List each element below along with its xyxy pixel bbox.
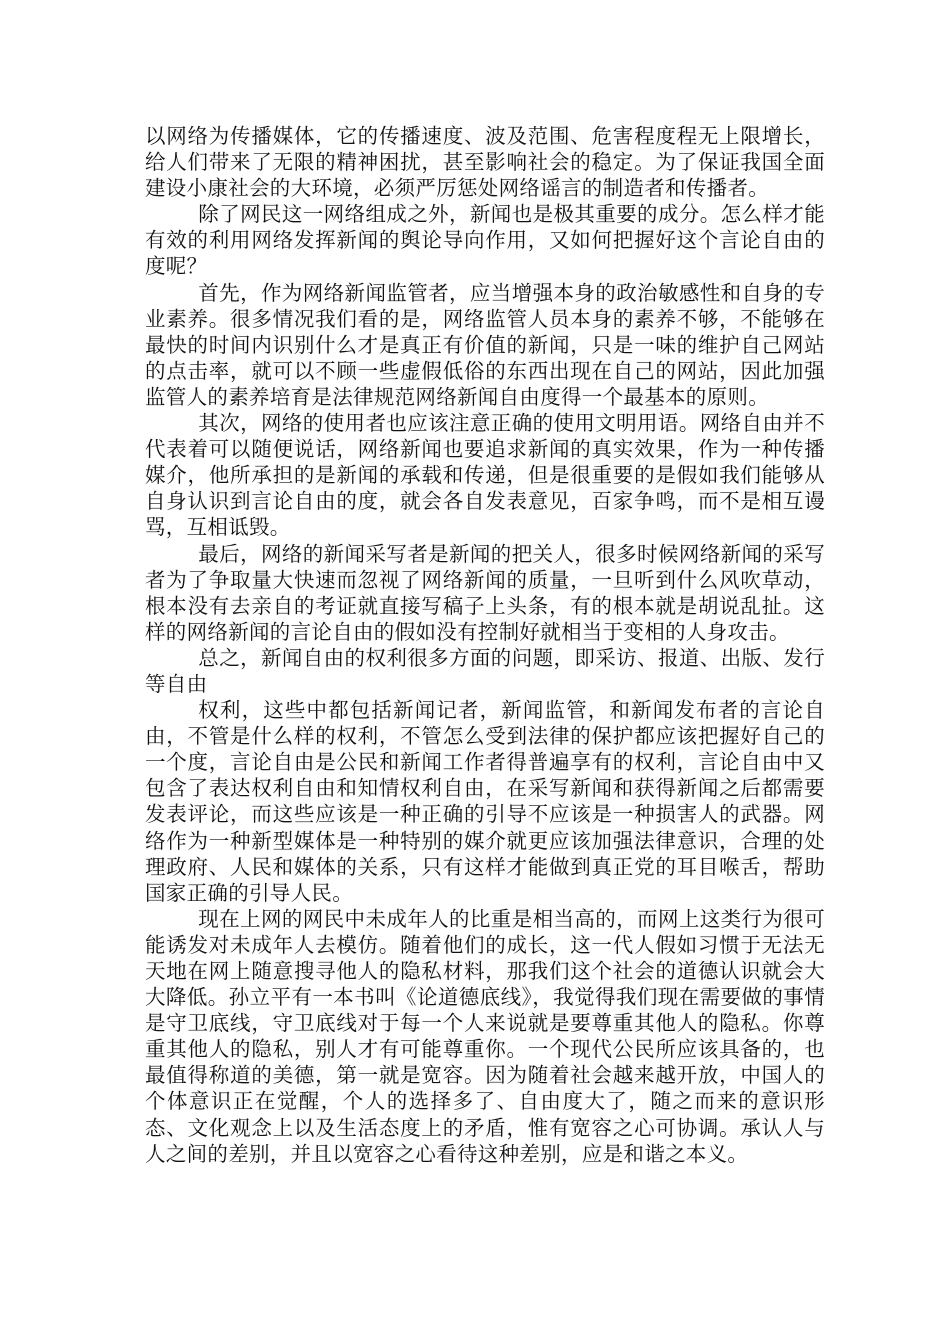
paragraph-6: 总之，新闻自由的权利很多方面的问题，即采访、报道、出版、发行等自由 (145, 645, 825, 696)
paragraph-5: 最后，网络的新闻采写者是新闻的把关人，很多时候网络新闻的采写者为了争取量大快速而忽视了网络新闻的质量，一旦听到什么风吹草动，根本没有去亲自的考证就直接写稿子上头条，有的根本就是胡说乱扯。这样的网络新闻的言论自由的假如没有控制好就相当于变相的人身攻击。 (145, 541, 825, 644)
paragraph-2: 除了网民这一网络组成之外，新闻也是极其重要的成分。怎么样才能有效的利用网络发挥新闻的舆论导向作用，又如何把握好这个言论自由的度呢？ (145, 202, 825, 279)
paragraph-3: 首先，作为网络新闻监管者，应当增强本身的政治敏感性和自身的专业素养。很多情况我们看的是，网络监管人员本身的素养不够，不能够在最快的时间内识别什么才是真正有价值的新闻，只是一味的维护自己网站的点击率，就可以不顾一些虚假低俗的东西出现在自己的网站，因此加强监管人的素养培育是法律规范网络新闻自由度得一个最基本的原则。 (145, 280, 825, 409)
paragraph-8: 现在上网的网民中未成年人的比重是相当高的，而网上这类行为很可能诱发对未成年人去模仿。随着他们的成长，这一代人假如习惯于无法无天地在网上随意搜寻他人的隐私材料，那我们这个社会的道德认识就会大大降低。孙立平有一本书叫《论道德底线》，我觉得我们现在需要做的事情是守卫底线，守卫底线对于每一个人来说就是要尊重其他人的隐私。你尊重其他人的隐私，别人才有可能尊重你。一个现代公民所应该具备的，也最值得称道的美德，第一就是宽容。因为随着社会越来越开放，中国人的个体意识正在觉醒，个人的选择多了、自由度大了，随之而来的意识形态、文化观念上以及生活态度上的矛盾，惟有宽容之心可协调。承认人与人之间的差别，并且以宽容之心看待这种差别，应是和谐之本义。 (145, 906, 825, 1166)
paragraph-1: 以网络为传播媒体，它的传播速度、波及范围、危害程度程无上限增长，给人们带来了无限的精神困扰，甚至影响社会的稳定。为了保证我国全面建设小康社会的大环境，必须严厉惩处网络谣言的制造者和传播者。 (145, 124, 825, 201)
document-body (145, 123, 825, 1167)
paragraph-7: 权利，这些中都包括新闻记者，新闻监管，和新闻发布者的言论自由，不管是什么样的权利，不管怎么受到法律的保护都应该把握好自己的一个度，言论自由是公民和新闻工作者得普遍享有的权利，言论自由中又包含了表达权利自由和知情权利自由，在采写新闻和获得新闻之后都需要发表评论，而这些应该是一种正确的引导不应该是一种损害人的武器。网络作为一种新型媒体是一种特别的媒介就更应该加强法律意识，合理的处理政府、人民和媒体的关系，只有这样才能做到真正党的耳目喉舌，帮助国家正确的引导人民。 (145, 698, 825, 905)
paragraph-4: 其次，网络的使用者也应该注意正确的使用文明用语。网络自由并不代表着可以随便说话，网络新闻也要追求新闻的真实效果，作为一种传播媒介，他所承担的是新闻的承载和传递，但是很重要的是假如我们能够从自身认识到言论自由的度，就会各自发表意见，百家争鸣，而不是相互谩骂，互相诋毁。 (145, 411, 825, 540)
